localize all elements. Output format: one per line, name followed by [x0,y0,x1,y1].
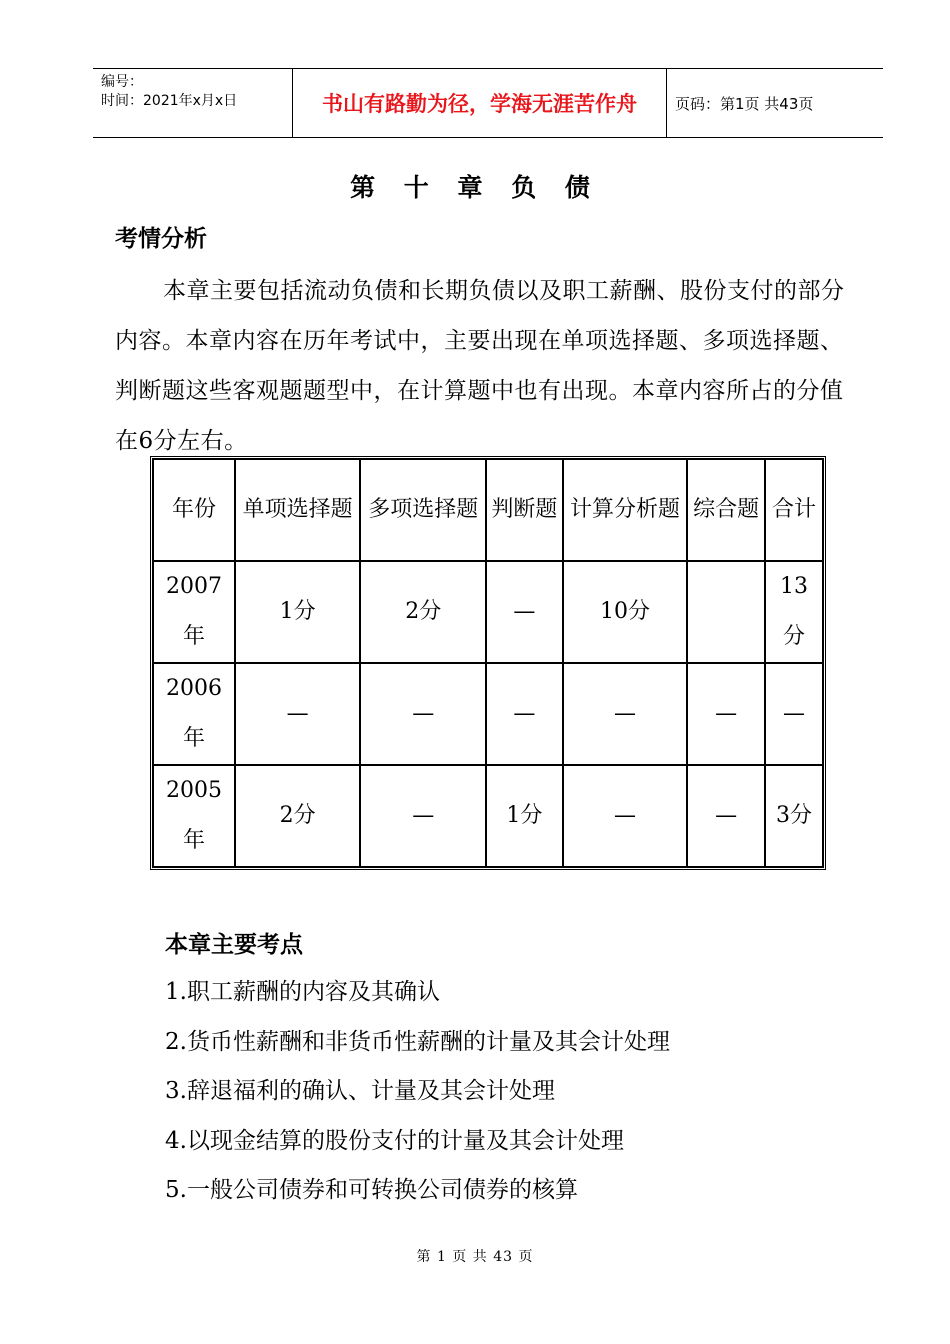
table-cell: 2分 [235,765,361,867]
header-table [93,68,883,138]
table-cell [687,561,765,663]
header-cell: 判断题 [486,459,563,561]
chapter-title: 第 十 章 负 债 [350,173,600,202]
table-cell: 2分 [360,561,486,663]
table-cell: — [687,663,765,765]
header-cell: 单项选择题 [235,459,361,561]
header-cell: 合计 [765,459,823,561]
key-points-list [165,968,670,1216]
header-cell: 多项选择题 [360,459,486,561]
analysis-heading: 考情分析 [115,226,207,252]
table-cell: 13分 [765,561,823,663]
table-header-row [153,459,823,561]
page-info: 页码：第1页 共43页 [675,94,814,113]
table-cell: — [765,663,823,765]
analysis-paragraph: 本章主要包括流动负债和长期负债以及职工薪酬、股份支付的部分内容。本章内容在历年考试中，主要出现在单项选择题、多项选择题、判断题这些客观题题型中，在计算题中也有出现。本章内容所占的分值在6分左右。 [115,278,845,454]
time-label: 时间：2021年x月x日 [101,93,238,109]
table-cell: — [563,663,688,765]
table-cell: 10分 [563,561,688,663]
list-item: 1.职工薪酬的内容及其确认 [165,979,440,1005]
header-cell: 年份 [153,459,235,561]
table-cell: — [360,765,486,867]
table-row [153,663,823,765]
list-item: 4.以现金结算的股份支付的计量及其会计处理 [165,1127,624,1154]
motto: 书山有路勤为径，学海无涯苦作舟 [293,69,667,137]
table-cell: — [687,765,765,867]
table-cell: — [360,663,486,765]
code-label: 编号： [101,74,143,90]
table-row [153,765,823,867]
table-cell: 1分 [235,561,361,663]
table-cell: — [486,561,563,663]
table-cell: 2005年 [153,765,235,867]
table-cell: — [486,663,563,765]
list-item: 5.一般公司债券和可转换公司债券的核算 [165,1177,578,1203]
header-cell: 综合题 [687,459,765,561]
table-cell: 2006年 [153,663,235,765]
table-cell: 2007年 [153,561,235,663]
table-cell: 1分 [486,765,563,867]
table-cell: — [563,765,688,867]
table-cell: 3分 [765,765,823,867]
table-row [153,561,823,663]
list-item: 2.货币性薪酬和非货币性薪酬的计量及其会计处理 [165,1028,670,1055]
page-footer: 第 1 页 共 43 页 [416,1249,534,1265]
header-cell: 计算分析题 [563,459,688,561]
table-cell: — [235,663,361,765]
list-item: 3.辞退福利的确认、计量及其会计处理 [165,1078,555,1104]
score-table [150,456,826,870]
header-meta [93,69,293,137]
key-points-heading: 本章主要考点 [165,932,303,958]
